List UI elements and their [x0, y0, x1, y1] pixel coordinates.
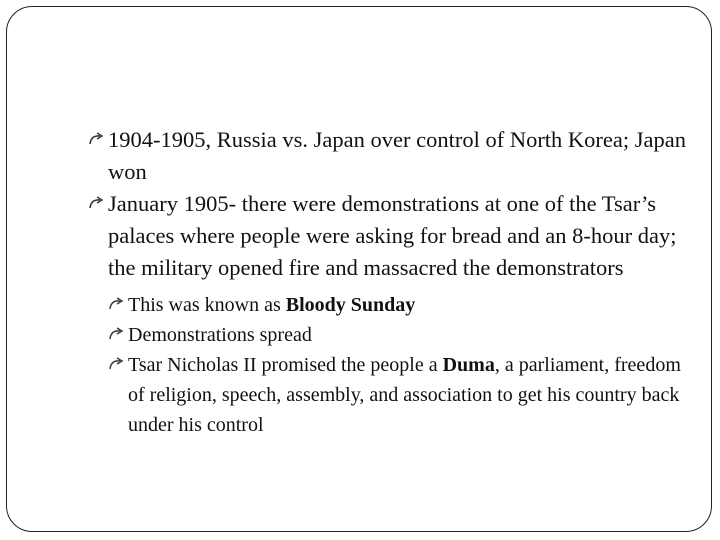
slide-frame [6, 6, 712, 532]
curved-arrow-bullet-icon [108, 290, 127, 316]
bullet-text [128, 320, 688, 350]
bold-term: Duma [442, 354, 495, 376]
bullet-text [128, 290, 688, 320]
sub-bullet-item [88, 290, 688, 320]
sub-bullet-item [88, 320, 688, 350]
slide-body [88, 124, 688, 440]
bullet-segment: 1904-1905, Russia vs. Japan over control of North Korea; Japan won [108, 127, 687, 184]
bullet-item [88, 188, 688, 284]
bullet-text [128, 350, 688, 440]
bullet-text [108, 188, 688, 284]
bullet-segment: January 1905- there were demonstrations at one of the Tsar’s palaces where people were asking for bread and an 8-hour day; the military opened fire and massacred the demonstrators [108, 191, 677, 280]
sub-bullet-item [88, 350, 688, 440]
bullet-segment: Tsar Nicholas II promised the people a [128, 354, 443, 376]
bullet-text [108, 124, 688, 188]
curved-arrow-bullet-icon [108, 350, 127, 376]
curved-arrow-bullet-icon [108, 320, 127, 346]
curved-arrow-bullet-icon [88, 188, 107, 216]
bold-term: Bloody Sunday [285, 294, 416, 316]
bullet-segment: This was known as [128, 294, 286, 316]
curved-arrow-bullet-icon [88, 124, 107, 152]
bullet-item [88, 124, 688, 188]
bullet-segment: , a parliament, freedom of religion, speech, assembly, and association to get his country back under his control [128, 354, 681, 436]
bullet-segment: Demonstrations spread [128, 324, 312, 346]
